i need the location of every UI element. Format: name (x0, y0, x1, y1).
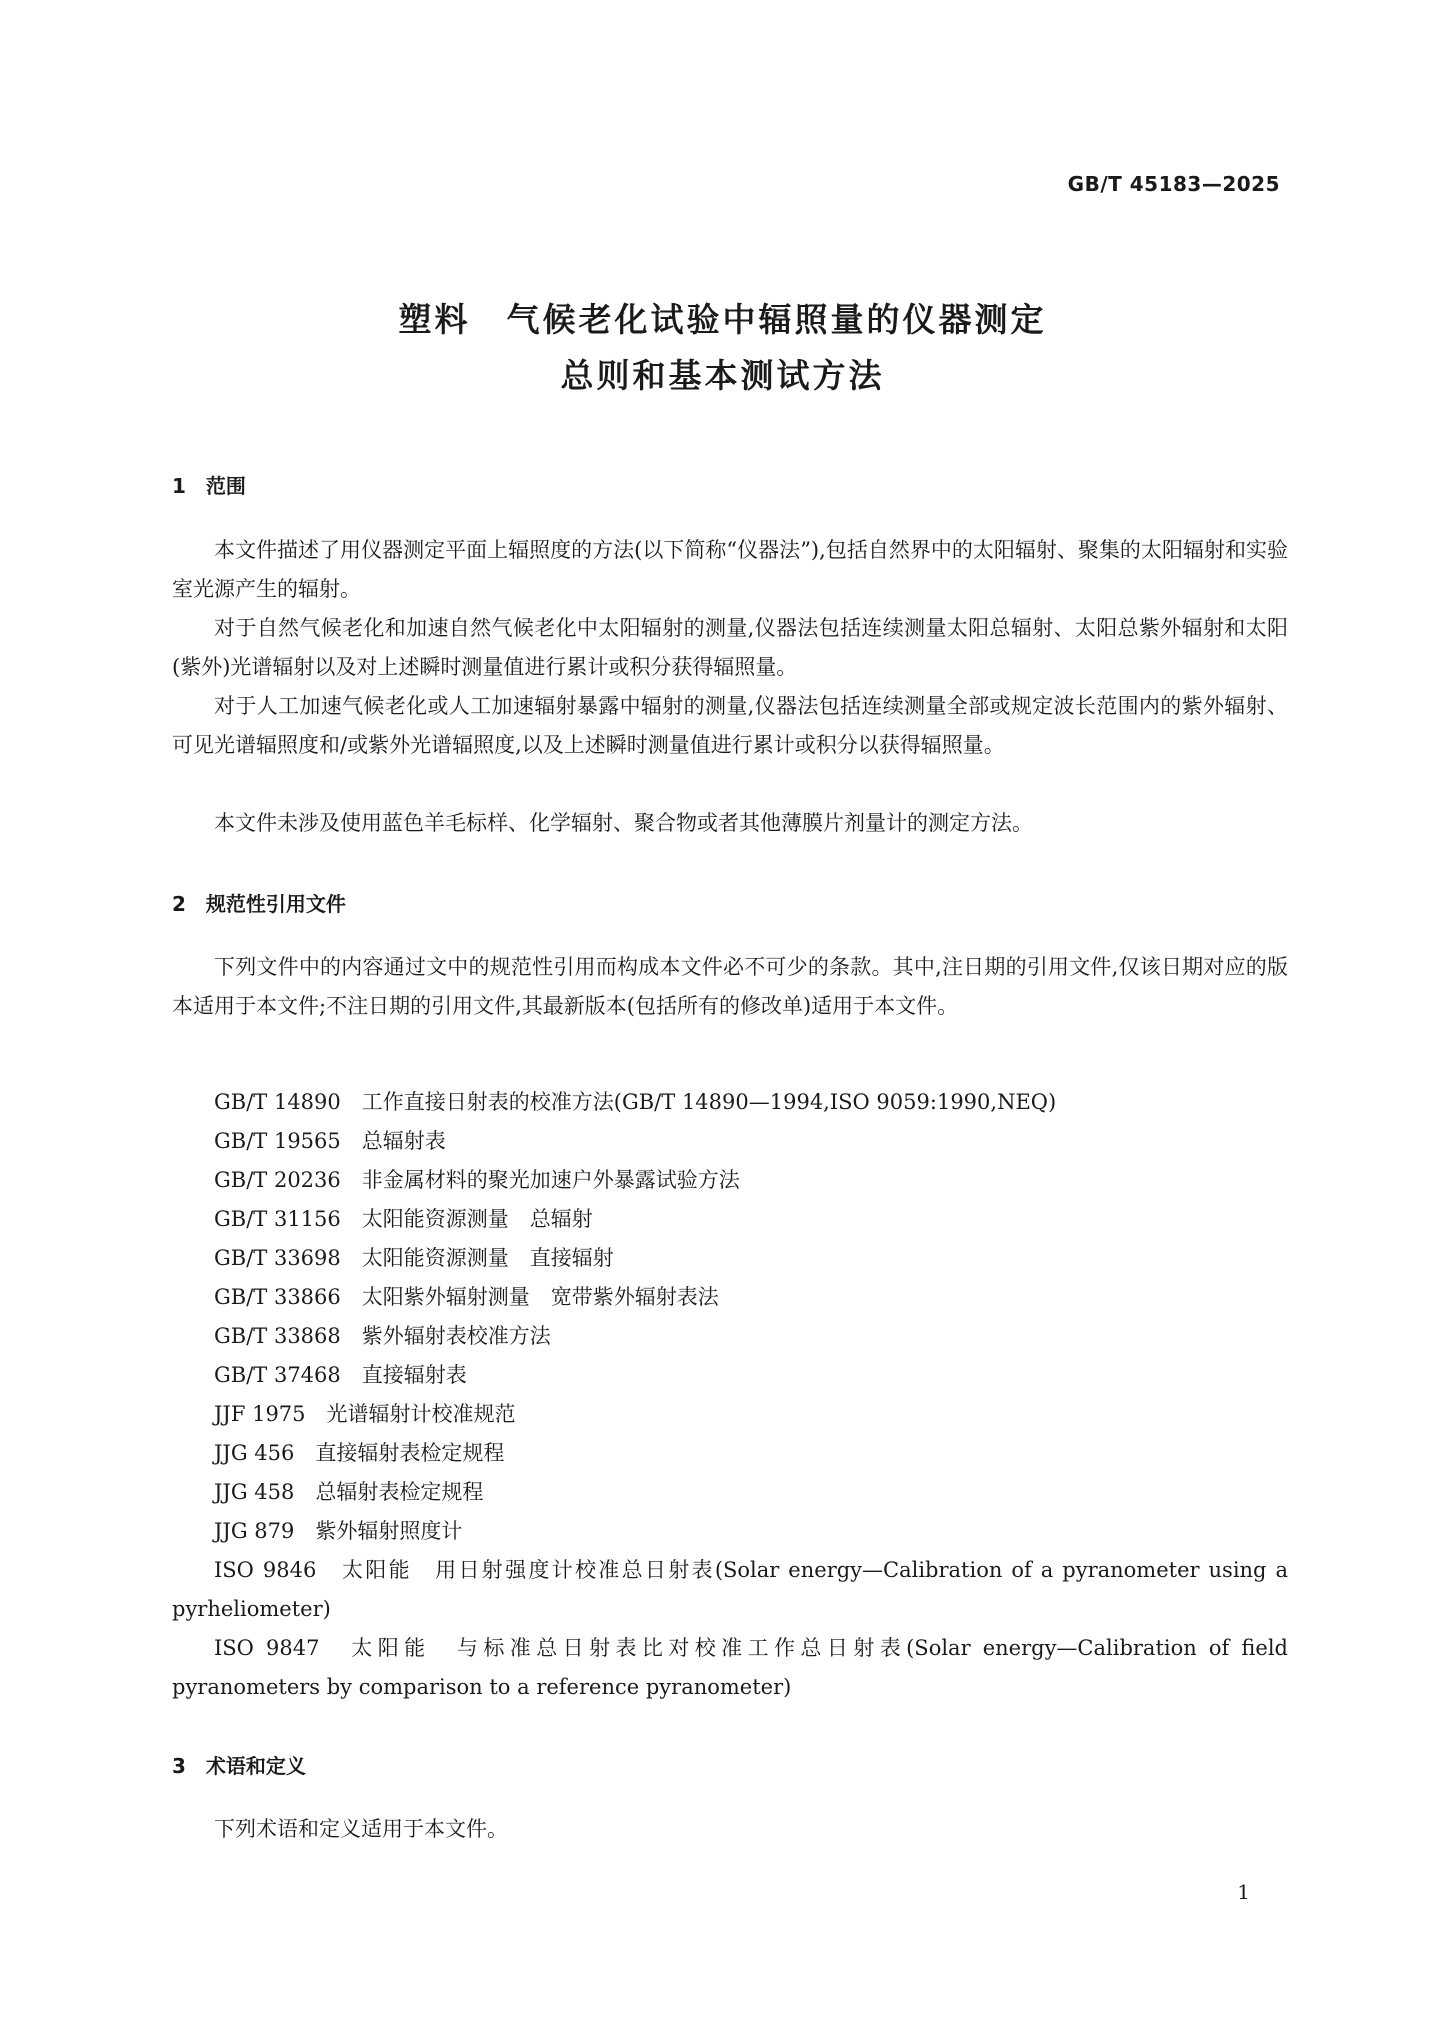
reference-code: GB/T 33866 (214, 1285, 341, 1309)
reference-code: ISO 9847 (214, 1636, 320, 1660)
page-number: 1 (1237, 1880, 1250, 1904)
title-line-1: 塑料 气候老化试验中辐照量的仪器测定 (398, 300, 1047, 339)
reference-title: 直接辐射表检定规程 (315, 1441, 505, 1465)
reference-title: 紫外辐射照度计 (315, 1519, 463, 1543)
reference-item (172, 1473, 1288, 1512)
reference-code: GB/T 31156 (214, 1207, 341, 1231)
reference-title: 太阳紫外辐射测量 宽带紫外辐射表法 (361, 1285, 719, 1309)
reference-code: GB/T 37468 (214, 1363, 341, 1387)
reference-code: GB/T 19565 (214, 1129, 341, 1153)
reference-title: 总辐射表检定规程 (315, 1480, 484, 1504)
reference-code: GB/T 33868 (214, 1324, 341, 1348)
reference-item (172, 1512, 1288, 1551)
reference-item (172, 1161, 1288, 1200)
reference-code: GB/T 33698 (214, 1246, 341, 1270)
standard-code: GB/T 45183—2025 (1067, 172, 1280, 196)
reference-item (172, 1083, 1288, 1122)
reference-item (172, 1122, 1288, 1161)
reference-item (172, 1356, 1288, 1395)
reference-title: 紫外辐射表校准方法 (361, 1324, 551, 1348)
reference-code: GB/T 14890 (214, 1090, 341, 1114)
terms-intro: 下列术语和定义适用于本文件。 (214, 1817, 508, 1841)
reference-code: JJG 879 (214, 1519, 295, 1543)
reference-title: 太阳能 与标准总日射表比对校准工作总日射表(Solar energy—Calibration of field pyranometers by comparison to a reference pyranometer) (172, 1636, 1288, 1699)
section-heading-terms-definitions: 3 术语和定义 (172, 1754, 306, 1778)
reference-title: 太阳能资源测量 直接辐射 (361, 1246, 614, 1270)
reference-item (172, 1278, 1288, 1317)
reference-item (172, 1551, 1288, 1629)
reference-title: 光谱辐射计校准规范 (326, 1402, 516, 1426)
reference-code: JJF 1975 (214, 1402, 306, 1426)
reference-title: 非金属材料的聚光加速户外暴露试验方法 (361, 1168, 740, 1192)
document-title (0, 292, 1445, 404)
reference-code: JJG 458 (214, 1480, 295, 1504)
section-heading-normative-references: 2 规范性引用文件 (172, 892, 346, 916)
reference-title: 总辐射表 (361, 1129, 446, 1153)
reference-item (172, 1629, 1288, 1707)
references-intro: 下列文件中的内容通过文中的规范性引用而构成本文件必不可少的条款。其中,注日期的引用文件,仅该日期对应的版本适用于本文件;不注日期的引用文件,其最新版本(包括所有的修改单)适用于本文件。 (172, 955, 1288, 1018)
reference-item (172, 1434, 1288, 1473)
reference-item (172, 1395, 1288, 1434)
title-line-2: 总则和基本测试方法 (560, 356, 885, 395)
reference-code: JJG 456 (214, 1441, 295, 1465)
section-heading-scope: 1 范围 (172, 474, 246, 498)
reference-code: GB/T 20236 (214, 1168, 341, 1192)
reference-item (172, 1200, 1288, 1239)
reference-list (172, 1083, 1288, 1707)
scope-paragraph-3: 对于人工加速气候老化或人工加速辐射暴露中辐射的测量,仪器法包括连续测量全部或规定波长范围内的紫外辐射、可见光谱辐照度和/或紫外光谱辐照度,以及上述瞬时测量值进行累计或积分以获得辐照量。 (172, 694, 1288, 757)
reference-title: 太阳能 用日射强度计校准总日射表(Solar energy—Calibration of a pyranometer using a pyrheliometer) (172, 1558, 1289, 1621)
scope-paragraph-2: 对于自然气候老化和加速自然气候老化中太阳辐射的测量,仪器法包括连续测量太阳总辐射、太阳总紫外辐射和太阳(紫外)光谱辐射以及对上述瞬时测量值进行累计或积分获得辐照量。 (172, 616, 1288, 679)
reference-title: 直接辐射表 (361, 1363, 467, 1387)
reference-title: 太阳能资源测量 总辐射 (361, 1207, 593, 1231)
reference-code: ISO 9846 (214, 1558, 317, 1582)
reference-item (172, 1317, 1288, 1356)
reference-title: 工作直接日射表的校准方法(GB/T 14890—1994,ISO 9059:1990,NEQ) (361, 1090, 1057, 1114)
scope-paragraph-4: 本文件未涉及使用蓝色羊毛标样、化学辐射、聚合物或者其他薄膜片剂量计的测定方法。 (214, 811, 1033, 835)
scope-paragraph-1: 本文件描述了用仪器测定平面上辐照度的方法(以下简称“仪器法”),包括自然界中的太阳辐射、聚集的太阳辐射和实验室光源产生的辐射。 (172, 538, 1288, 601)
reference-item (172, 1239, 1288, 1278)
